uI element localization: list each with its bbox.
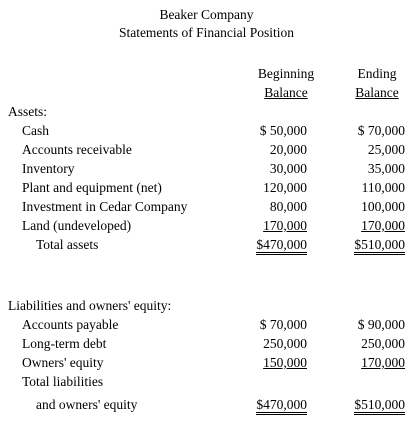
asset-beg-inventory: 30,000 bbox=[269, 161, 307, 176]
total-liab-beg: $470,000 bbox=[256, 397, 307, 415]
asset-end-inventory: 35,000 bbox=[367, 161, 405, 176]
asset-beg-land: 170,000 bbox=[263, 218, 307, 233]
asset-beg-land-wrap bbox=[230, 218, 307, 234]
asset-label-inventory: Inventory bbox=[22, 161, 75, 176]
statement-title: Statements of Financial Position bbox=[118, 25, 295, 40]
liab-label-oe: Owners' equity bbox=[22, 355, 104, 370]
asset-beg-ar: 20,000 bbox=[269, 142, 307, 157]
col-beginning-line2: Balance bbox=[264, 85, 308, 100]
asset-end-land-wrap bbox=[330, 218, 405, 234]
asset-beg-cash: $ 50,000 bbox=[259, 123, 307, 138]
asset-label-plant: Plant and equipment (net) bbox=[22, 180, 162, 195]
liab-end-ltd: 250,000 bbox=[361, 336, 405, 351]
col-ending-line2-wrap bbox=[344, 85, 410, 101]
total-assets-end: $510,000 bbox=[354, 237, 405, 255]
assets-heading: Assets: bbox=[8, 104, 48, 119]
asset-beg-plant: 120,000 bbox=[263, 180, 307, 195]
asset-beg-investment: 80,000 bbox=[269, 199, 307, 214]
asset-label-land: Land (undeveloped) bbox=[22, 218, 132, 233]
asset-label-investment: Investment in Cedar Company bbox=[22, 199, 188, 214]
total-assets-end-wrap bbox=[330, 237, 405, 253]
liab-beg-oe: 150,000 bbox=[263, 355, 307, 370]
total-assets-beg: $470,000 bbox=[256, 237, 307, 255]
col-beginning-line1: Beginning bbox=[257, 66, 315, 81]
total-assets-label: Total assets bbox=[36, 237, 99, 252]
asset-label-ar: Accounts receivable bbox=[22, 142, 132, 157]
asset-end-land: 170,000 bbox=[361, 218, 405, 233]
liabilities-heading: Liabilities and owners' equity: bbox=[8, 298, 172, 313]
liab-beg-oe-wrap bbox=[230, 355, 307, 371]
asset-end-ar: 25,000 bbox=[367, 142, 405, 157]
liab-end-oe: 170,000 bbox=[361, 355, 405, 370]
asset-end-investment: 100,000 bbox=[361, 199, 405, 214]
total-liab-beg-wrap bbox=[230, 397, 307, 413]
asset-end-cash: $ 70,000 bbox=[357, 123, 405, 138]
liab-end-ap: $ 90,000 bbox=[357, 317, 405, 332]
total-liab-label-line1: Total liabilities bbox=[22, 374, 104, 389]
col-ending-line2: Balance bbox=[355, 85, 399, 100]
company-name: Beaker Company bbox=[159, 7, 254, 22]
liab-beg-ltd: 250,000 bbox=[263, 336, 307, 351]
col-ending-line1: Ending bbox=[357, 66, 397, 81]
total-liab-label-line2: and owners' equity bbox=[36, 397, 138, 412]
asset-end-plant: 110,000 bbox=[361, 180, 405, 195]
liab-beg-ap: $ 70,000 bbox=[259, 317, 307, 332]
liab-label-ltd: Long-term debt bbox=[22, 336, 107, 351]
asset-label-cash: Cash bbox=[22, 123, 49, 138]
total-liab-end-wrap bbox=[330, 397, 405, 413]
liab-label-ap: Accounts payable bbox=[22, 317, 119, 332]
total-assets-beg-wrap bbox=[230, 237, 307, 253]
liab-end-oe-wrap bbox=[330, 355, 405, 371]
col-beginning-line2-wrap bbox=[248, 85, 324, 101]
total-liab-end: $510,000 bbox=[354, 397, 405, 415]
